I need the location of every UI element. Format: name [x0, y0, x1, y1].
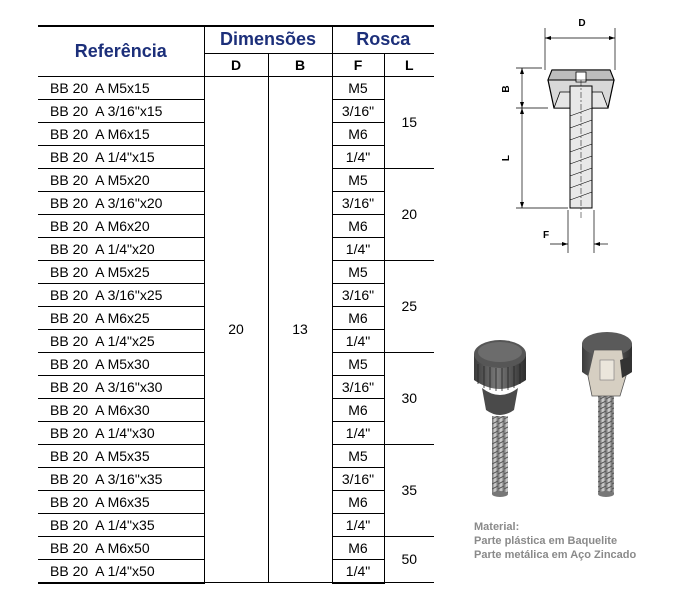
cell-f-thread: M6 [332, 490, 384, 513]
label-d: D [578, 18, 586, 29]
cell-f-thread: 1/4" [332, 145, 384, 168]
cell-f-thread: 1/4" [332, 329, 384, 352]
cell-referencia: BB 20 A M6x50 [38, 536, 204, 559]
cell-f-thread: M6 [332, 536, 384, 559]
cell-f-thread: M6 [332, 122, 384, 145]
cell-f-thread: M5 [332, 352, 384, 375]
cell-referencia: BB 20 A 3/16"x25 [38, 283, 204, 306]
dimension-l [501, 108, 568, 208]
cell-referencia: BB 20 A M5x35 [38, 444, 204, 467]
dimension-d [545, 18, 615, 70]
cell-referencia: BB 20 A M5x15 [38, 76, 204, 99]
cell-f-thread: 3/16" [332, 99, 384, 122]
table-row [38, 76, 434, 99]
cell-referencia: BB 20 A 1/4"x20 [38, 237, 204, 260]
cell-f-thread: 1/4" [332, 421, 384, 444]
cell-f-thread: M6 [332, 214, 384, 237]
cell-l-length: 35 [384, 444, 434, 536]
spec-table [38, 25, 434, 584]
cell-l-length: 20 [384, 168, 434, 260]
cell-l-length: 50 [384, 536, 434, 583]
header-col-b: B [268, 53, 332, 76]
cell-f-thread: 3/16" [332, 375, 384, 398]
label-b: B [501, 85, 512, 93]
cell-f-thread: 1/4" [332, 513, 384, 536]
material-note [474, 520, 636, 562]
cell-referencia: BB 20 A 1/4"x25 [38, 329, 204, 352]
cell-f-thread: 3/16" [332, 283, 384, 306]
cell-l-length: 25 [384, 260, 434, 352]
cell-referencia: BB 20 A M6x35 [38, 490, 204, 513]
header-referencia: Referência [38, 26, 204, 76]
cell-f-thread: M5 [332, 444, 384, 467]
cell-referencia: BB 20 A 1/4"x35 [38, 513, 204, 536]
cell-f-thread: M5 [332, 168, 384, 191]
cell-b-value: 13 [268, 76, 332, 583]
header-col-f: F [332, 53, 384, 76]
knob-photo-complete [474, 340, 526, 497]
cell-f-thread: M6 [332, 306, 384, 329]
cell-f-thread: 1/4" [332, 237, 384, 260]
spec-table-body [38, 76, 434, 583]
cell-referencia: BB 20 A 3/16"x15 [38, 99, 204, 122]
header-col-d: D [204, 53, 268, 76]
dimension-f [543, 210, 608, 253]
header-col-l: L [384, 53, 434, 76]
cell-referencia: BB 20 A 1/4"x15 [38, 145, 204, 168]
cell-referencia: BB 20 A M5x30 [38, 352, 204, 375]
cell-f-thread: 3/16" [332, 467, 384, 490]
cell-f-thread: M5 [332, 76, 384, 99]
cell-referencia: BB 20 A 1/4"x50 [38, 559, 204, 583]
cell-referencia: BB 20 A 3/16"x30 [38, 375, 204, 398]
header-dimensoes: Dimensões [204, 26, 332, 53]
cell-l-length: 30 [384, 352, 434, 444]
cell-referencia: BB 20 A M6x30 [38, 398, 204, 421]
cell-f-thread: 1/4" [332, 559, 384, 583]
cell-referencia: BB 20 A M6x15 [38, 122, 204, 145]
cell-f-thread: M5 [332, 260, 384, 283]
header-rosca: Rosca [332, 26, 434, 53]
cell-referencia: BB 20 A M5x20 [38, 168, 204, 191]
dimension-b [501, 68, 548, 108]
cell-f-thread: M6 [332, 398, 384, 421]
material-plastic: Parte plástica em Baquelite [474, 535, 618, 547]
material-metal: Parte metálica em Aço Zincado [474, 549, 637, 561]
label-l: L [501, 154, 512, 162]
technical-drawing [490, 8, 640, 268]
cell-d-value: 20 [204, 76, 268, 583]
cell-l-length: 15 [384, 76, 434, 168]
product-photo [462, 330, 642, 510]
threaded-shank [570, 80, 592, 218]
cell-f-thread: 3/16" [332, 191, 384, 214]
cell-referencia: BB 20 A M6x25 [38, 306, 204, 329]
cell-referencia: BB 20 A M5x25 [38, 260, 204, 283]
cell-referencia: BB 20 A 3/16"x20 [38, 191, 204, 214]
material-title: Material: [474, 521, 520, 533]
cell-referencia: BB 20 A 1/4"x30 [38, 421, 204, 444]
cell-referencia: BB 20 A M6x20 [38, 214, 204, 237]
cell-referencia: BB 20 A 3/16"x35 [38, 467, 204, 490]
label-f: F [542, 230, 550, 241]
knob-photo-cutaway [582, 332, 632, 497]
